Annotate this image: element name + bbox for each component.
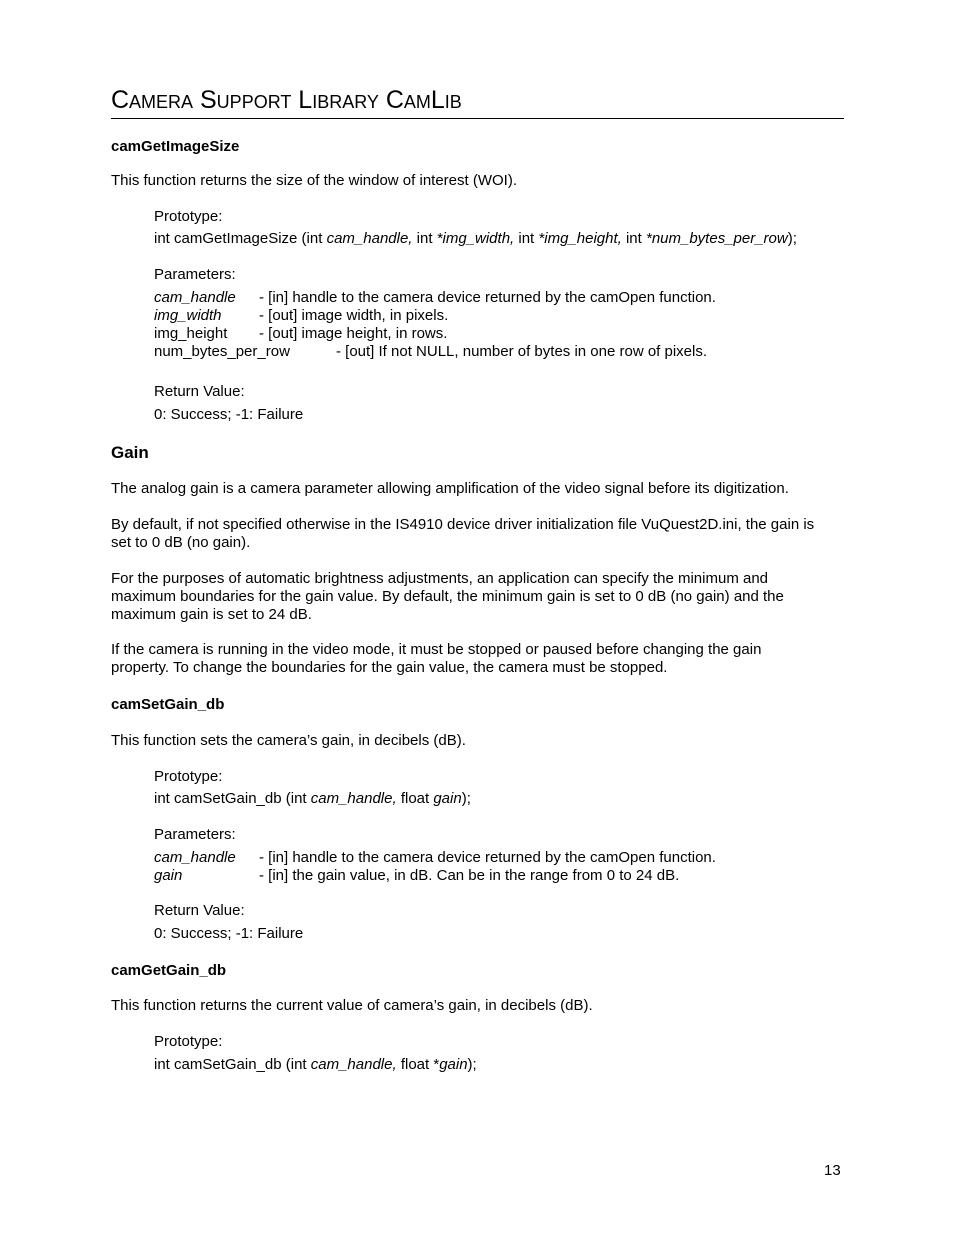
param-name: cam_handle (154, 849, 236, 866)
param-name: gain (154, 867, 183, 884)
prototype-label: Prototype: (154, 768, 223, 785)
return-value-label: Return Value: (154, 383, 245, 400)
param-name: img_height (154, 325, 228, 342)
function-description: This function returns the current value of camera’s gain, in decibels (dB). (111, 997, 593, 1014)
function-description: This function returns the size of the window of interest (WOI). (111, 172, 517, 189)
prototype-label: Prototype: (154, 208, 223, 225)
return-value-label: Return Value: (154, 902, 245, 919)
page-number: 13 (824, 1162, 841, 1179)
gain-paragraph: The analog gain is a camera parameter allowing amplification of the video signal before its digitization. (111, 480, 789, 497)
param-description: - [out] image width, in pixels. (259, 307, 449, 324)
function-heading-camgetimagesize: camGetImageSize (111, 138, 240, 155)
param-description: - [in] handle to the camera device returned by the camOpen function. (259, 289, 716, 306)
return-value: 0: Success; -1: Failure (154, 925, 304, 942)
param-description: - [out] image height, in rows. (259, 325, 448, 342)
function-heading-camsetgain-db: camSetGain_db (111, 696, 225, 713)
param-description: - [out] If not NULL, number of bytes in one row of pixels. (336, 343, 708, 360)
function-heading-camgetgain-db: camGetGain_db (111, 962, 227, 979)
parameters-label: Parameters: (154, 266, 236, 283)
param-name: num_bytes_per_row (154, 343, 290, 360)
parameters-label: Parameters: (154, 826, 236, 843)
section-heading-gain: Gain (111, 443, 149, 462)
prototype-signature: int camGetImageSize (int cam_handle, int *img_width, int *img_height, int *num_bytes_per_row); (154, 230, 797, 247)
param-name: cam_handle (154, 289, 236, 306)
param-description: - [in] the gain value, in dB. Can be in the range from 0 to 24 dB. (259, 867, 680, 884)
param-name: img_width (154, 307, 222, 324)
return-value: 0: Success; -1: Failure (154, 406, 304, 423)
prototype-signature: int camSetGain_db (int cam_handle, float gain); (154, 790, 471, 807)
title-rule (111, 118, 844, 119)
function-description: This function sets the camera’s gain, in decibels (dB). (111, 732, 466, 749)
gain-paragraph: If the camera is running in the video mode, it must be stopped or paused before changing the gain property. To change the boundaries for the gain value, the camera must be stopped. (111, 641, 762, 676)
page-title: Camera Support Library CamLib (111, 86, 462, 114)
gain-paragraph: By default, if not specified otherwise in the IS4910 device driver initialization file VuQuest2D.ini, the gain is set to 0 dB (no gain). (111, 516, 815, 551)
gain-paragraph: For the purposes of automatic brightness adjustments, an application can specify the minimum and maximum boundaries for the gain value. By default, the minimum gain is set to 0 dB (no gain) and the maximum gain is set to 24 dB. (111, 570, 784, 623)
param-description: - [in] handle to the camera device returned by the camOpen function. (259, 849, 716, 866)
prototype-signature: int camSetGain_db (int cam_handle, float *gain); (154, 1056, 477, 1073)
prototype-label: Prototype: (154, 1033, 223, 1050)
